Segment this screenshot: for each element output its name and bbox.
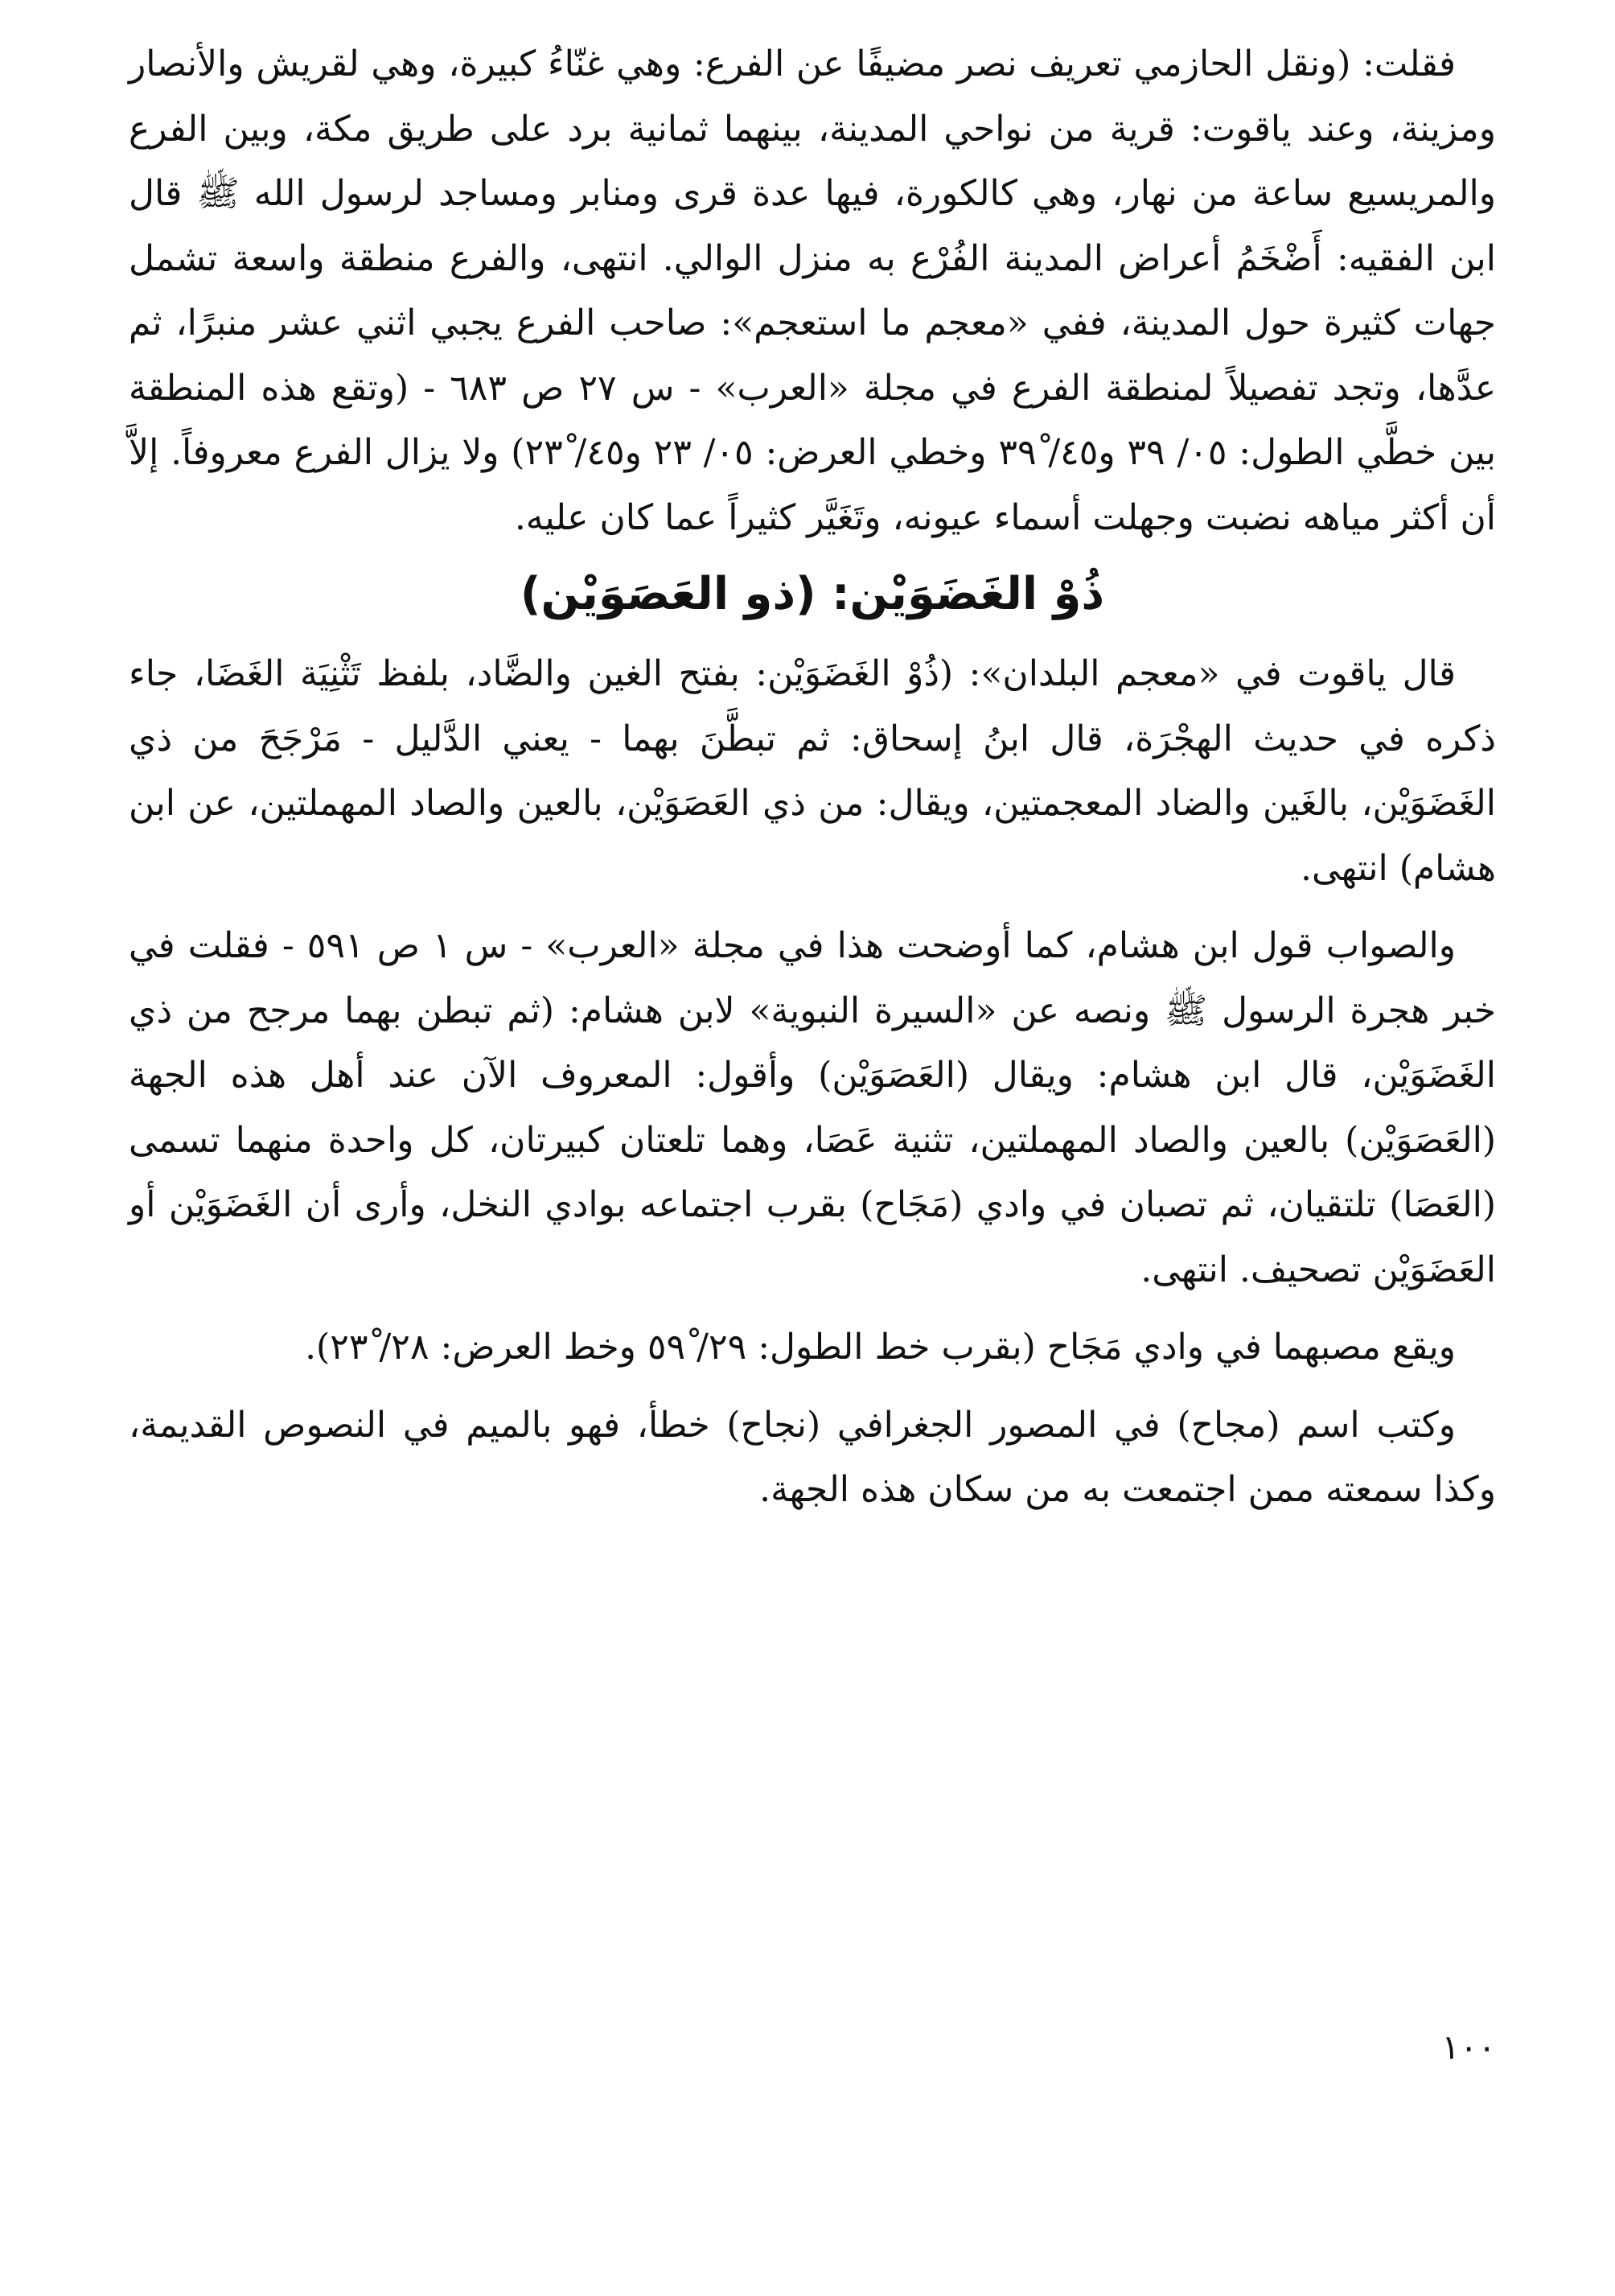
section-heading: ذُوْ الغَضَوَيْن: (ذو العَصَوَيْن) xyxy=(520,568,1105,620)
page-number: ١٠٠ xyxy=(1441,2027,1496,2067)
paragraph-4: ويقع مصبهما في وادي مَجَاح (بقرب خط الطول: ٢٩/ ٥٩ْ وخط العرض: ٢٨/ ٢٣ْ). xyxy=(305,1327,1456,1368)
paragraph-3: والصواب قول ابن هشام، كما أوضحت هذا في مجلة «العرب» - س ١ ص ٥٩١ - فقلت في خبر هجرة الرسول ﷺ ونصه عن «السيرة النبوية» لابن هشام: (ثم تبطن بهما مرجح من ذي الغَضَوَيْن، قال ابن هشام: ويقال (العَصَوَيْن) وأقول: المعروف الآن عند أهل هذه الجهة (العَصَوَيْن) بالعين والصاد المهملتين، تثنية عَصَا، وهما تلعتان كبيرتان، كل واحدة منهما تسمى (العَصَا) تلتقيان، ثم تصبان في وادي (مَجَاح) بقرب اجتماعه بوادي النخل، وأرى أن الغَضَوَيْن أو العَضَوَيْن تصحيف. انتهى. xyxy=(129,925,1497,1290)
paragraph-5: وكتب اسم (مجاح) في المصور الجغرافي (نجاح) خطأ، فهو بالميم في النصوص القديمة، وكذا سمعته ممن اجتمعت به من سكان هذه الجهة. xyxy=(129,1404,1496,1510)
paragraph-1: فقلت: (ونقل الحازمي تعريف نصر مضيفًا عن الفرع: وهي غنّاءُ كبيرة، وهي لقريش والأنصار ومزينة، وعند ياقوت: قرية من نواحي المدينة، بينهما ثمانية برد على طريق مكة، وبين الفرع والمريسيع ساعة من نهار، وهي كالكورة، فيها عدة قرى ومنابر ومساجد لرسول الله ﷺ قال ابن الفقيه: أَضْخَمُ أعراض المدينة الفُرْع به منزل الوالي. انتهى، والفرع منطقة واسعة تشمل جهات كثيرة حول المدينة، ففي «معجم ما استعجم»: صاحب الفرع يجبي اثني عشر منبرًا، ثم عدَّها، وتجد تفصيلاً لمنطقة الفرع في مجلة «العرب» - س ٢٧ ص ٦٨٣ - (وتقع هذه المنطقة بين خطَّي الطول: ٠٥/ ٣٩ و٤٥/ ٣٩ْ وخطي العرض: ٠٥/ ٢٣ و٤٥/ ٢٣ْ) ولا يزال الفرع معروفاً. إلاَّ أن أكثر مياهه نضبت وجهلت أسماء عيونه، وتَغَيَّر كثيراً عما كان عليه. xyxy=(129,43,1497,538)
page-body xyxy=(129,32,1496,1536)
paragraph-2: قال ياقوت في «معجم البلدان»: (ذُوْ الغَضَوَيْن: بفتح الغين والضَّاد، بلفظ تَثْنِيَة الغَضَا، جاء ذكره في حديث الهجْرَة، قال ابنُ إسحاق: ثم تبطَّنَ بهما - يعني الدَّليل - مَرْجَحَ من ذي الغَضَوَيْن، بالغَين والضاد المعجمتين، ويقال: من ذي العَصَوَيْن، بالعين والصاد المهملتين، عن ابن هشام) انتهى. xyxy=(129,653,1496,889)
